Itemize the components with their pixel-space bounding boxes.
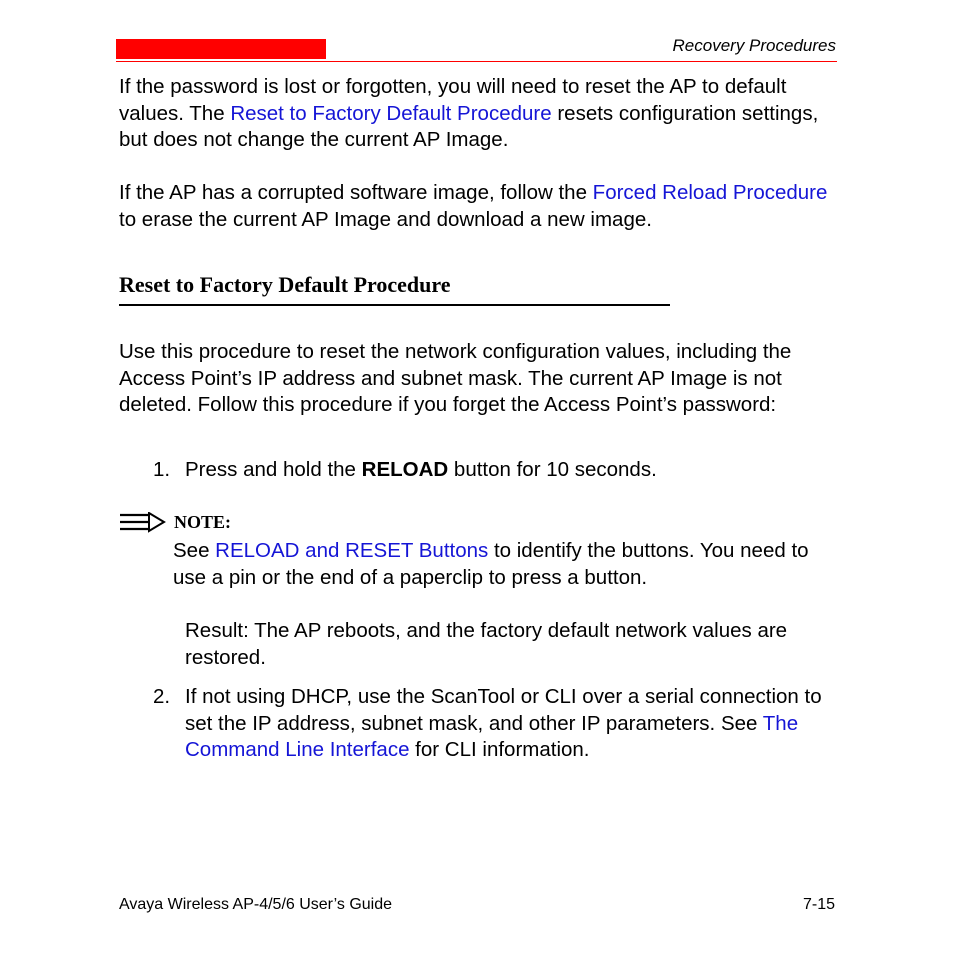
- result-text: Result: The AP reboots, and the factory default network values are restored.: [185, 619, 788, 669]
- note-text-b: to identify the buttons. You need to use a pin or the end of a paperclip to press a button.: [173, 539, 809, 589]
- footer-guide-title: Avaya Wireless AP-4/5/6 User’s Guide: [119, 896, 393, 913]
- header-title: Recovery Procedures: [672, 36, 836, 55]
- intro-paragraph-2: [119, 180, 839, 233]
- note-text: [173, 538, 843, 591]
- step-1-reload-bold: RELOAD: [361, 458, 449, 481]
- section-heading-rule: [119, 304, 670, 306]
- step-1-text-b: button for 10 seconds.: [448, 458, 657, 481]
- intro-p2-text-a: If the AP has a corrupted software image, follow the: [119, 181, 593, 204]
- note-arrow-icon: [118, 512, 168, 534]
- command-line-interface-link[interactable]: The Command Line Interface: [185, 711, 799, 761]
- step-2-text-b: for CLI information.: [409, 738, 590, 761]
- forced-reload-link[interactable]: Forced Reload Procedure: [592, 181, 828, 204]
- step-2-text: [185, 684, 845, 764]
- step-2-number: 2.: [153, 685, 171, 708]
- step-1-text: [185, 457, 845, 484]
- intro-paragraph-1: [119, 74, 839, 154]
- reset-factory-default-link[interactable]: Reset to Factory Default Procedure: [230, 101, 552, 125]
- section-heading: Reset to Factory Default Procedure: [119, 272, 451, 297]
- step-1-text-a: Press and hold the: [185, 458, 362, 481]
- intro-p2-text-b: to erase the current AP Image and download a new image.: [119, 207, 652, 231]
- footer-page-number: 7-15: [802, 896, 835, 913]
- reload-reset-buttons-link[interactable]: RELOAD and RESET Buttons: [215, 539, 489, 562]
- note-label: NOTE:: [174, 512, 232, 532]
- intro-p1-text-a: If the password is lost or forgotten, you will need to reset the AP to default values. The: [119, 75, 787, 125]
- step-2-text-a: If not using DHCP, use the ScanTool or CLI over a serial connection to set the IP address, subnet mask, and other IP parameters. See: [185, 685, 822, 735]
- section-body: Use this procedure to reset the network configuration values, including the Access Point’s IP address and subnet mask. The current AP Image is not deleted. Follow this procedure if you forget the Access Point’s password:: [119, 340, 792, 416]
- header-rule: [116, 61, 837, 62]
- intro-p1-text-b: resets configuration settings, but does not change the current AP Image.: [119, 101, 819, 151]
- header-red-bar: [116, 39, 326, 59]
- step-1-number: 1.: [153, 458, 171, 481]
- note-text-a: See: [173, 539, 216, 562]
